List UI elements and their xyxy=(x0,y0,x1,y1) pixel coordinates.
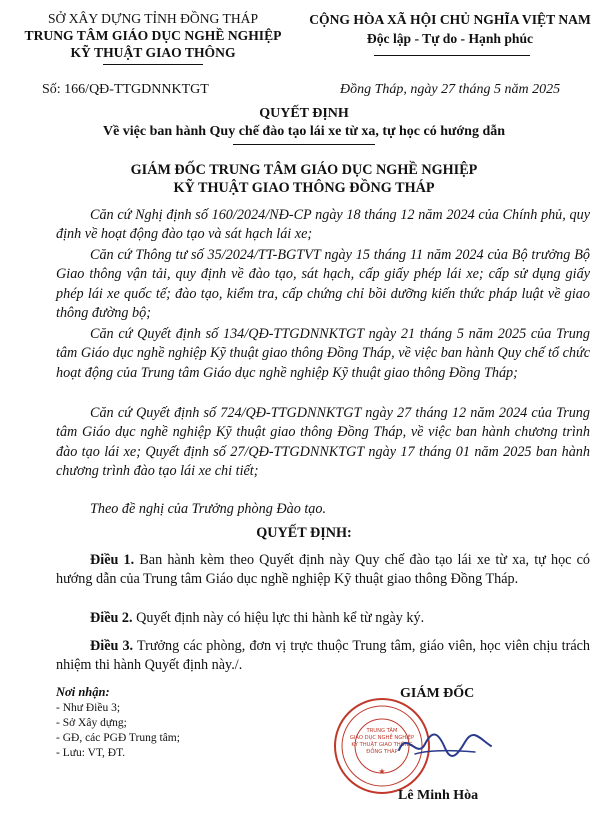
svg-text:★: ★ xyxy=(378,767,386,776)
recipient-item: - GĐ, các PGĐ Trung tâm; xyxy=(56,732,180,744)
article-3-text: Trưởng các phòng, đơn vị trực thuộc Trung tâm, giáo viên, học viên chịu trách nhiệm thi hành Quyết định này./. xyxy=(56,638,591,674)
article-1-text: Ban hành kèm theo Quyết định này Quy chế đào tạo lái xe từ xa, tự học có hướng dẫn của Trung tâm Giáo dục nghề nghiệp Kỹ thuật giao thông Đồng Tháp. xyxy=(56,552,591,588)
recipient-item: - Lưu: VT, ĐT. xyxy=(56,747,126,759)
issuer-line2: KỸ THUẬT GIAO THÔNG ĐỒNG THÁP xyxy=(173,180,435,196)
subject-underline xyxy=(233,144,375,145)
document-subject: Về việc ban hành Quy chế đào tạo lái xe từ xa, tự học có hướng dẫn xyxy=(102,124,506,139)
svg-text:KỸ THUẬT GIAO THÔNG: KỸ THUẬT GIAO THÔNG xyxy=(351,742,413,748)
document-type: QUYẾT ĐỊNH xyxy=(259,106,349,121)
svg-text:ĐỒNG THÁP: ĐỒNG THÁP xyxy=(366,749,398,755)
org-underline xyxy=(103,64,203,65)
signer-name: Lê Minh Hòa xyxy=(398,788,479,803)
legal-basis-3: Căn cứ Quyết định số 134/QĐ-TTGDNNKTGT ngày 21 tháng 5 năm 2025 của Trung tâm Giáo dục nghề nghiệp Kỹ thuật giao thông Đồng Tháp, về việc ban hành Quy chế tổ chức hoạt động của Trung tâm Giáo dục nghề nghiệp Kỹ thuật giao thông Đồng Tháp; xyxy=(56,326,590,381)
motto-underline xyxy=(374,55,530,56)
legal-basis-2: Căn cứ Thông tư số 35/2024/TT-BGTVT ngày 15 tháng 11 năm 2024 của Bộ trưởng Bộ Giao thông vận tải, quy định về đào tạo, sát hạch, cấp giấy phép lái xe; cấp sử dụng giấy phép lái xe quốc tế; đào tạo, kiểm tra, cấp chứng chỉ bồi dưỡng kiến thức pháp luật về giao thông đường bộ; xyxy=(56,247,590,322)
place-date: Đồng Tháp, ngày 27 tháng 5 năm 2025 xyxy=(340,82,561,97)
svg-text:GIÁO DỤC NGHỀ NGHIỆP: GIÁO DỤC NGHỀ NGHIỆP xyxy=(349,735,415,741)
national-heading xyxy=(296,10,604,48)
svg-text:TRUNG TÂM: TRUNG TÂM xyxy=(366,728,398,734)
article-2-text: Quyết định này có hiệu lực thi hành kể từ ngày ký. xyxy=(132,610,425,626)
article-2-label: Điều 2. xyxy=(90,610,133,626)
recipients-title: Nơi nhận: xyxy=(56,685,110,699)
country-name: CỘNG HÒA XÃ HỘI CHỦ NGHĨA VIỆT NAM xyxy=(309,12,591,27)
article-1-label: Điều 1. xyxy=(90,552,135,568)
legal-basis-5: Theo đề nghị của Trưởng phòng Đào tạo. xyxy=(90,501,327,517)
org-name-line2: KỸ THUẬT GIAO THÔNG xyxy=(70,45,236,60)
recipient-item: - Như Điều 3; xyxy=(56,702,121,714)
article-3 xyxy=(56,637,590,676)
handwritten-signature xyxy=(395,720,495,770)
legal-basis-1: Căn cứ Nghị định số 160/2024/NĐ-CP ngày 18 tháng 12 năm 2024 của Chính phủ, quy định về hoạt động đào tạo và sát hạch lái xe; xyxy=(56,207,590,243)
issuing-org-block xyxy=(8,10,298,61)
decision-heading: QUYẾT ĐỊNH: xyxy=(256,525,352,541)
national-motto: Độc lập - Tự do - Hạnh phúc xyxy=(366,31,534,46)
document-number: Số: 166/QĐ-TTGDNNKTGT xyxy=(42,82,209,97)
parent-org: SỞ XÂY DỰNG TỈNH ĐỒNG THÁP xyxy=(47,11,259,26)
article-3-label: Điều 3. xyxy=(90,638,134,654)
signer-position: GIÁM ĐỐC xyxy=(400,686,475,701)
org-name-line1: TRUNG TÂM GIÁO DỤC NGHỀ NGHIỆP xyxy=(24,28,282,43)
recipient-item: - Sở Xây dựng; xyxy=(56,717,127,729)
issuer-line1: GIÁM ĐỐC TRUNG TÂM GIÁO DỤC NGHỀ NGHIỆP xyxy=(130,162,478,178)
article-2 xyxy=(56,609,590,628)
legal-basis-4: Căn cứ Quyết định số 724/QĐ-TTGDNNKTGT ngày 27 tháng 12 năm 2024 của Trung tâm Giáo dục nghề nghiệp Kỹ thuật giao thông Đồng Tháp, về việc ban hành chương trình đào tạo lái xe; Quyết định số 27/QĐ-TTGDNNKTGT ngày 17 tháng 01 năm 2025 ban hành chương trình đào tạo lái xe chi tiết; xyxy=(56,405,590,480)
article-1 xyxy=(56,551,590,590)
